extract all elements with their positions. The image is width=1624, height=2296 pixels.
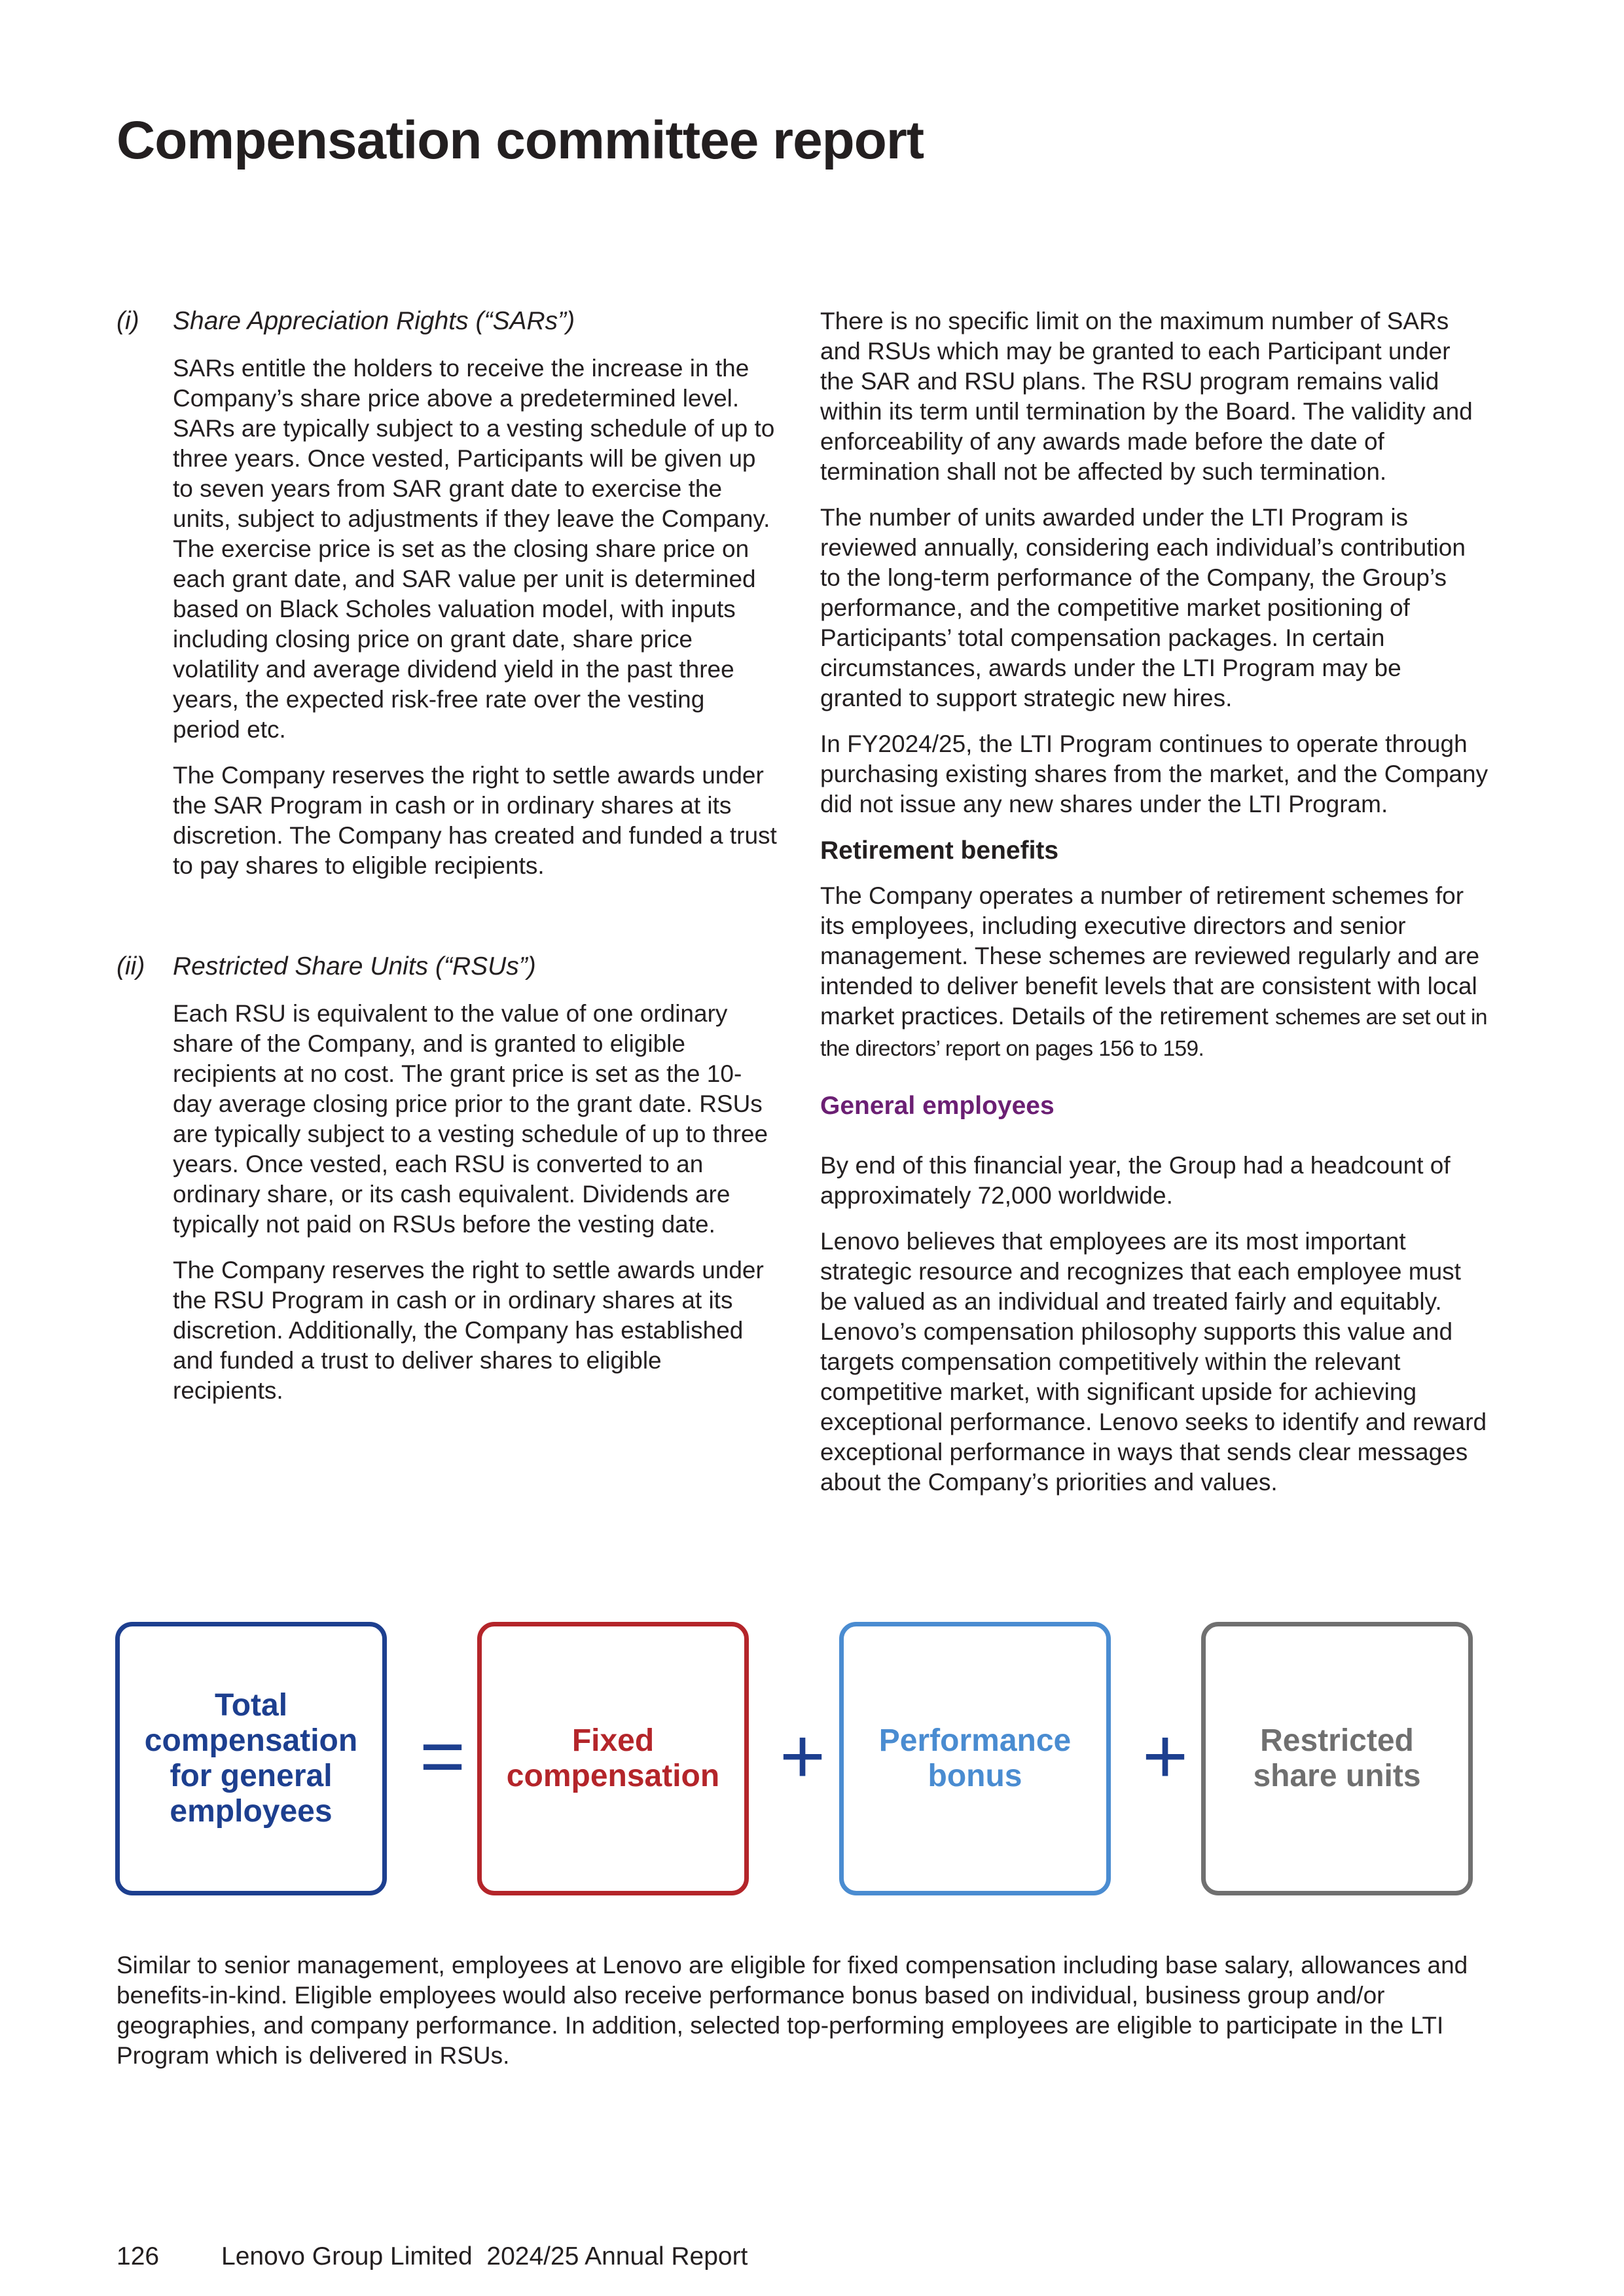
publication-name: Lenovo Group Limited 2024/25 Annual Report — [221, 2242, 748, 2270]
general-employees-heading: General employees — [820, 1092, 1055, 1120]
performance-bonus-box — [839, 1622, 1111, 1895]
sar-paragraph-1: SARs entitle the holders to receive the increase in the Company’s share price above a predetermined level. SARs are typically subject to a vesting schedule of up to three years. Once vested, Participants will be given up to seven years from SAR grant date to exercise the units, subject to adjustments if they leave the Company. The exercise price is set as the closing share price on each grant date, and SAR value per unit is determined based on Black Scholes valuation model, with inputs including closing price on grant date, share price volatility and average dividend yield in the past three years, the expected risk-free rate over the vesting period etc. — [173, 355, 775, 743]
restricted-share-units-label: Restricted share units — [1253, 1723, 1421, 1793]
retirement-heading: Retirement benefits — [820, 836, 1059, 865]
philosophy-paragraph: Lenovo believes that employees are its most important strategic resource and recognizes that each employee must be valued as an individual and treated fairly and equitably. Lenovo’s compensation philosophy supports this value and targets compensation competitively within the relevant competitive market, with significant upside for achieving exceptional performance. Lenovo seeks to identify and reward exceptional performance in ways that sends clear messages about the Company’s priorities and values. — [820, 1228, 1487, 1496]
page-number: 126 — [117, 2242, 160, 2270]
sar-paragraph-2: The Company reserves the right to settle awards under the SAR Program in cash or in ordinary shares at its discretion. The Company has created and funded a trust to pay shares to eligible recipients. — [173, 762, 777, 879]
retirement-text: The Company operates a number of retirement schemes for its employees, including executive directors and senior management. These schemes are reviewed regularly and are intended to deliver benefit levels that are consistent with local market practices. Details of the retirement — [820, 882, 1480, 1030]
retirement-paragraph — [820, 881, 1489, 1064]
page-footer — [117, 2242, 748, 2271]
restricted-share-units-box — [1201, 1622, 1473, 1895]
equals-sign: = — [419, 1712, 466, 1800]
rsu-heading — [117, 952, 778, 984]
rsu-paragraph-1: Each RSU is equivalent to the value of one ordinary share of the Company, and is granted to eligible recipients at no cost. The grant price is set as the 10-day average closing price prior to the grant date. RSUs are typically subject to a vesting schedule of up to three years. Once vested, each RSU is converted to an ordinary share, or its cash equivalent. Dividends are typically not paid on RSUs before the vesting date. — [173, 1000, 768, 1238]
retirement-text-last-line: schemes are set out in the directors’ report on pages 156 to 159. — [820, 1005, 1487, 1061]
sar-title: Share Appreciation Rights (“SARs”) — [173, 307, 575, 335]
left-column — [117, 306, 778, 1422]
sar-heading — [117, 306, 778, 339]
plus-sign-1: + — [779, 1712, 826, 1800]
headcount-paragraph: By end of this financial year, the Group had a headcount of approximately 72,000 worldwide. — [820, 1152, 1451, 1209]
total-compensation-box — [115, 1622, 387, 1895]
fixed-compensation-label: Fixed compensation — [506, 1723, 720, 1793]
sar-number: (i) — [117, 307, 139, 335]
page-title: Compensation committee report — [117, 111, 924, 170]
fixed-compensation-box — [477, 1622, 749, 1895]
eligibility-paragraph: Similar to senior management, employees at Lenovo are eligible for fixed compensation including base salary, allowances and benefits-in-kind. Eligible employees would also receive performance bonus based on individual, business group and/or geographies, and company performance. In addition, selected top-performing employees are eligible to participate in the LTI Program which is delivered in RSUs. — [117, 1952, 1468, 2069]
total-compensation-label: Total compensation for general employees — [144, 1688, 358, 1829]
rsu-title: Restricted Share Units (“RSUs”) — [173, 952, 536, 980]
right-column — [820, 306, 1489, 1513]
lti-review-paragraph: The number of units awarded under the LTI Program is reviewed annually, considering each individual’s contribution to the long-term performance of the Company, the Group’s performance, and the competitive market positioning of Participants’ total compensation packages. In certain circumstances, awards under the LTI Program may be granted to support strategic new hires. — [820, 504, 1466, 711]
compensation-equation-diagram — [115, 1622, 1490, 1906]
rsu-number: (ii) — [117, 952, 145, 980]
rsu-paragraph-2: The Company reserves the right to settle awards under the RSU Program in cash or in ordinary shares at its discretion. Additionally, the Company has established and funded a trust to deliver shares to eligible recipients. — [173, 1257, 764, 1404]
plus-sign-2: + — [1142, 1712, 1189, 1800]
performance-bonus-label: Performance bonus — [878, 1723, 1072, 1793]
lti-fy-paragraph: In FY2024/25, the LTI Program continues to operate through purchasing existing shares from the market, and the Company did not issue any new shares under the LTI Program. — [820, 730, 1489, 817]
lti-limit-paragraph: There is no specific limit on the maximum number of SARs and RSUs which may be granted to each Participant under the SAR and RSU plans. The RSU program remains valid within its term until termination by the Board. The validity and enforceability of any awards made before the date of termination shall not be affected by such termination. — [820, 308, 1473, 485]
